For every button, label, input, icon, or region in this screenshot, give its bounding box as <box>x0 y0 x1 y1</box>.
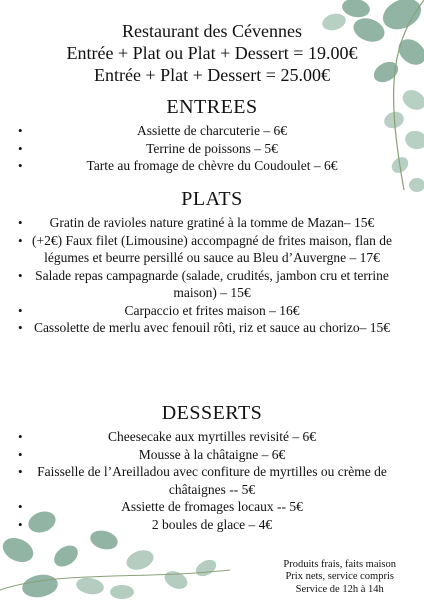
plats-list <box>0 214 424 337</box>
list-item: • 2 boules de glace – 4€ <box>0 516 424 534</box>
list-item: • Assiette de charcuterie – 6€ <box>0 122 424 140</box>
menu-footer <box>283 559 396 597</box>
list-item: • Carpaccio et frites maison – 16€ <box>0 302 424 320</box>
list-item: • Assiette de fromages locaux -- 5€ <box>0 498 424 516</box>
section-title-desserts: DESSERTS <box>161 402 263 424</box>
entrees-list <box>0 122 424 175</box>
footer-note: Produits frais, faits maison <box>283 558 396 570</box>
list-item: • Cassolette de merlu avec fenouil rôti, riz et sauce au chorizo– 15€ <box>0 319 424 337</box>
list-item: • Terrine de poissons – 5€ <box>0 140 424 158</box>
list-item: • Salade repas campagnarde (salade, crudités, jambon cru et terrine maison) – 15€ <box>0 267 424 302</box>
list-item: • Mousse à la châtaigne – 6€ <box>0 446 424 464</box>
list-item: • Cheesecake aux myrtilles revisité – 6€ <box>0 428 424 446</box>
footer-note: Prix nets, service compris <box>285 571 394 582</box>
section-title-entrees: ENTREES <box>166 96 258 118</box>
menu-header <box>0 20 424 86</box>
list-item: • (+2€) Faux filet (Limousine) accompagné de frites maison, flan de légumes et beurre persillé ou sauce au Bleu d’Auvergne – 17€ <box>0 232 424 267</box>
formula-line-1: Entrée + Plat ou Plat + Dessert = 19.00€ <box>66 43 358 63</box>
list-item: • Faisselle de l’Areilladou avec confiture de myrtilles ou crème de châtaignes -- 5€ <box>0 463 424 498</box>
restaurant-name: Restaurant des Cévennes <box>122 21 302 41</box>
desserts-list <box>0 428 424 533</box>
formula-line-2: Entrée + Plat + Dessert = 25.00€ <box>94 65 330 85</box>
list-item: • Gratin de ravioles nature gratiné à la tomme de Mazan– 15€ <box>0 214 424 232</box>
list-item: • Tarte au fromage de chèvre du Coudoulet – 6€ <box>0 157 424 175</box>
section-title-plats: PLATS <box>181 188 243 210</box>
footer-note: Service de 12h à 14h <box>295 583 384 595</box>
